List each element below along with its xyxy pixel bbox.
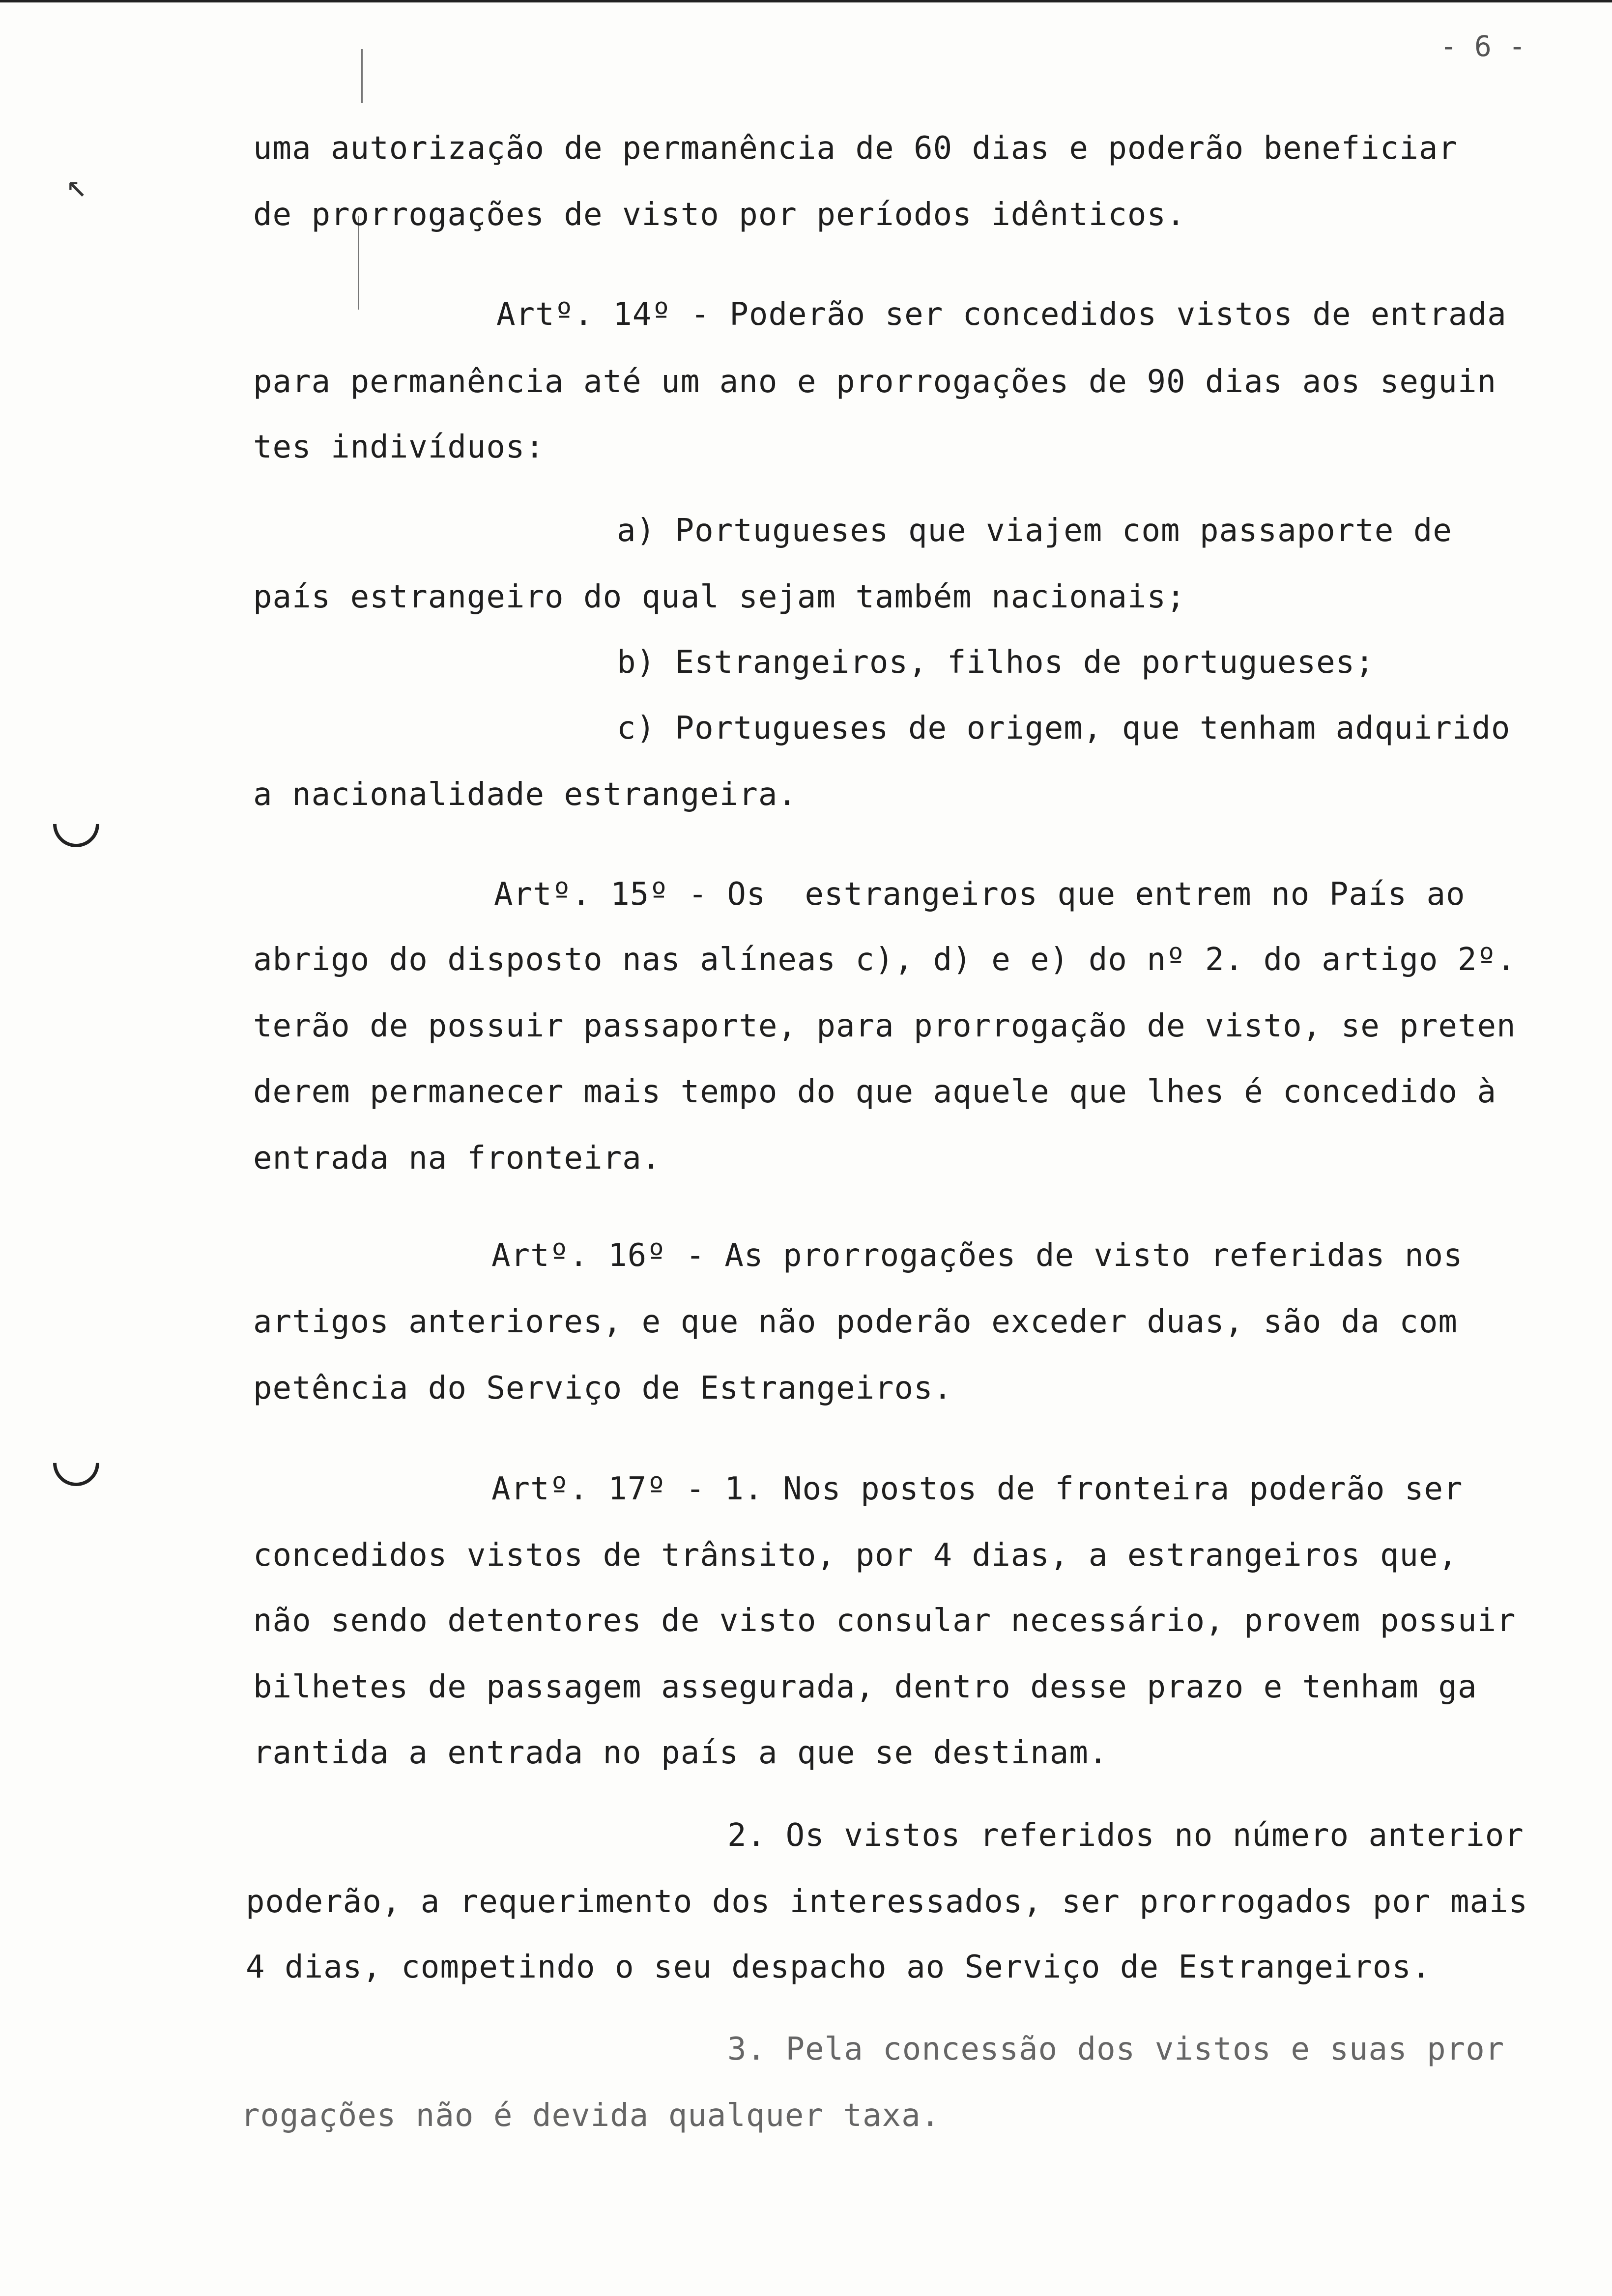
list-item-c: c) Portugueses de origem, que tenham adquirido [617,710,1511,746]
text-line: entrada na fronteira. [253,1140,662,1177]
article-17-item-3: 3. Pela concessão dos vistos e suas pror [727,2031,1505,2067]
text-line: de prorrogações de visto por períodos idênticos. [253,197,1186,233]
margin-mark-icon: ↖ [66,165,87,205]
list-item-a: a) Portugueses que viajem com passaporte de [617,513,1452,549]
text-line: terão de possuir passaporte, para prorrogação de visto, se preten [253,1008,1516,1044]
text-line: rantida a entrada no país a que se destinam. [253,1735,1108,1771]
text-line: a nacionalidade estrangeira. [253,776,797,813]
text-line: abrigo do disposto nas alíneas c), d) e e) do nº 2. do artigo 2º. [253,942,1516,978]
text-line: rogações não é devida qualquer taxa. [241,2097,941,2134]
top-border-rule [0,0,1612,2]
text-line: 4 dias, competindo o seu despacho ao Serviço de Estrangeiros. [246,1949,1431,1985]
text-line: tes indivíduos: [253,429,545,465]
article-14-heading: Artº. 14º - Poderão ser concedidos vistos de entrada [496,296,1507,333]
text-line: derem permanecer mais tempo do que aquele que lhes é concedido à [253,1074,1497,1110]
text-line: para permanência até um ano e prorrogações de 90 dias aos seguin [253,364,1497,400]
binder-hole-bottom-icon [44,1431,109,1496]
page-number: - 6 - [1440,29,1526,63]
text-line: bilhetes de passagem assegurada, dentro desse prazo e tenham ga [253,1669,1477,1705]
text-line: concedidos vistos de trânsito, por 4 dias, a estrangeiros que, [253,1537,1458,1574]
scan-vertical-stroke [361,49,363,103]
text-line: não sendo detentores de visto consular necessário, provem possuir [253,1603,1516,1639]
text-line: uma autorização de permanência de 60 dias e poderão beneficiar [253,130,1458,167]
binder-hole-top-icon [44,792,109,857]
article-17-item-2: 2. Os vistos referidos no número anterior [727,1817,1524,1854]
text-line: petência do Serviço de Estrangeiros. [253,1370,953,1406]
article-17-heading: Artº. 17º - 1. Nos postos de fronteira poderão ser [491,1471,1463,1507]
list-item-b: b) Estrangeiros, filhos de portugueses; [617,644,1375,681]
text-line: poderão, a requerimento dos interessados, ser prorrogados por mais [246,1884,1528,1920]
text-line: país estrangeiro do qual sejam também nacionais; [253,579,1186,615]
text-line: artigos anteriores, e que não poderão exceder duas, são da com [253,1304,1458,1340]
article-15-heading: Artº. 15º - Os estrangeiros que entrem no País ao [494,876,1466,913]
article-16-heading: Artº. 16º - As prorrogações de visto referidas nos [491,1237,1463,1274]
